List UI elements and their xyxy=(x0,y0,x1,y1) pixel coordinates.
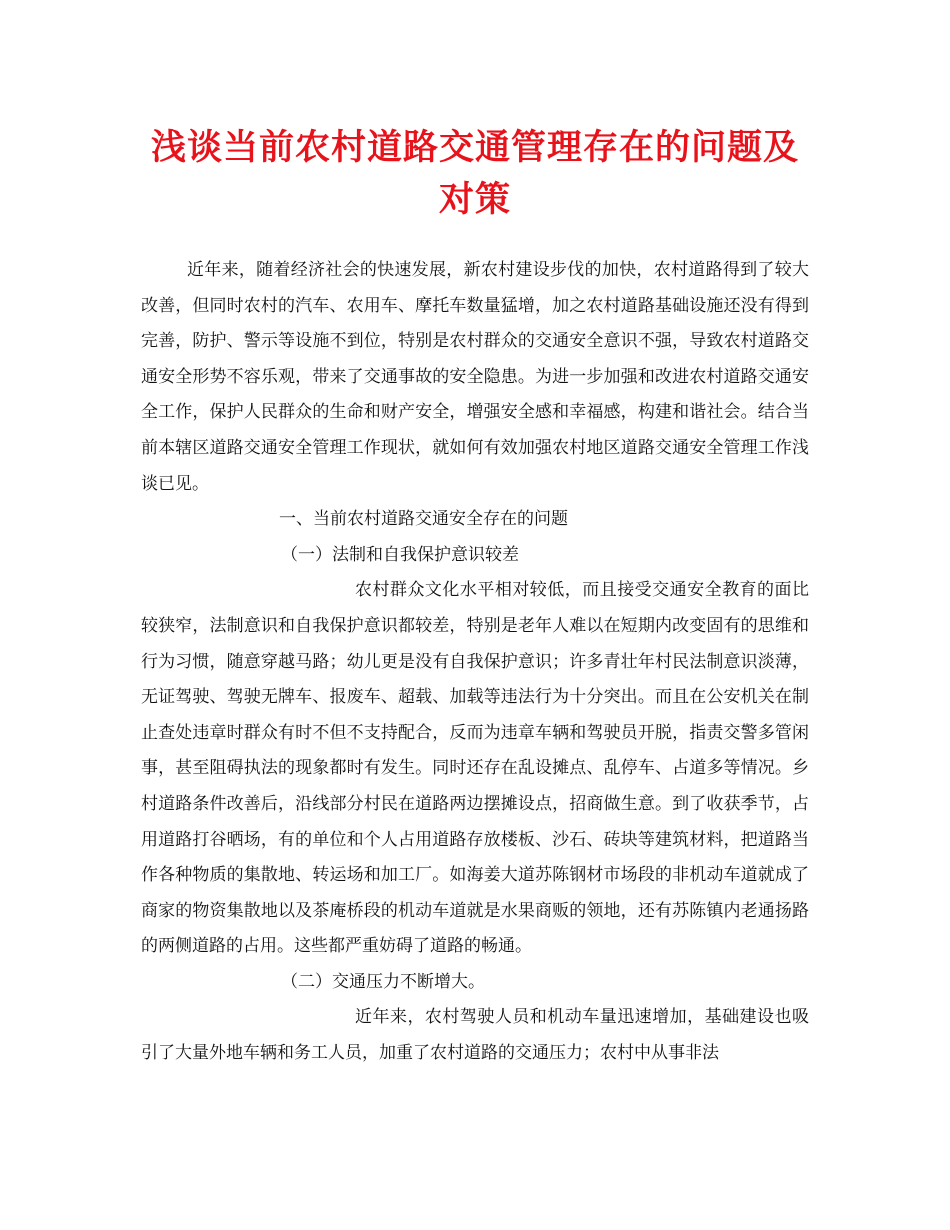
section-heading-1: 一、当前农村道路交通安全存在的问题 xyxy=(279,509,568,530)
subsection-2-paragraph: 近年来，农村驾驶人员和机动车量迅速增加，基础建设也吸引了大量外地车辆和务工人员，加重了农村道路的交通压力；农村中从事非法 xyxy=(141,1007,809,1064)
intro-paragraph: 近年来，随着经济社会的快速发展，新农村建设步伐的加快，农村道路得到了较大改善，但同时农村的汽车、农用车、摩托车数量猛增，加之农村道路基础设施还没有得到完善，防护、警示等设施不到位，特别是农村群众的交通安全意识不强，导致农村道路交通安全形势不容乐观，带来了交通事故的安全隐患。为进一步加强和改进农村道路交通安全工作，保护人民群众的生命和财产安全，增强安全感和幸福感，构建和谐社会。结合当前本辖区道路交通安全管理工作现状，就如何有效加强农村地区道路交通安全管理工作浅谈已见。 xyxy=(141,260,809,494)
subsection-1-paragraph: 农村群众文化水平相对较低，而且接受交通安全教育的面比较狭窄，法制意识和自我保护意识都较差，特别是老年人难以在短期内改变固有的思维和行为习惯，随意穿越马路；幼儿更是没有自我保护意识；许多青壮年村民法制意识淡薄，无证驾驶、驾驶无牌车、报废车、超载、加载等违法行为十分突出。而且在公安机关在制止查处违章时群众有时不但不支持配合，反而为违章车辆和驾驶员开脱，指责交警多管闲事，甚至阻碍执法的现象都时有发生。同时还存在乱设摊点、乱停车、占道多等情况。乡村道路条件改善后，沿线部分村民在道路两边摆摊设点，招商做生意。到了收获季节，占用道路打谷晒场，有的单位和个人占用道路存放楼板、沙石、砖块等建筑材料，把道路当作各种物质的集散地、转运场和加工厂。如海姜大道苏陈钢材市场段的非机动车道就成了商家的物资集散地以及茶庵桥段的机动车道就是水果商贩的领地，还有苏陈镇内老通扬路的两侧道路的占用。这些都严重妨碍了道路的畅通。 xyxy=(141,580,809,957)
document-title: 浅谈当前农村道路交通管理存在的问题及对策 xyxy=(150,127,799,220)
document-body xyxy=(141,253,809,1072)
subsection-heading-1: （一）法制和自我保护意识较差 xyxy=(281,544,519,565)
subsection-heading-2: （二）交通压力不断增大。 xyxy=(281,971,485,992)
